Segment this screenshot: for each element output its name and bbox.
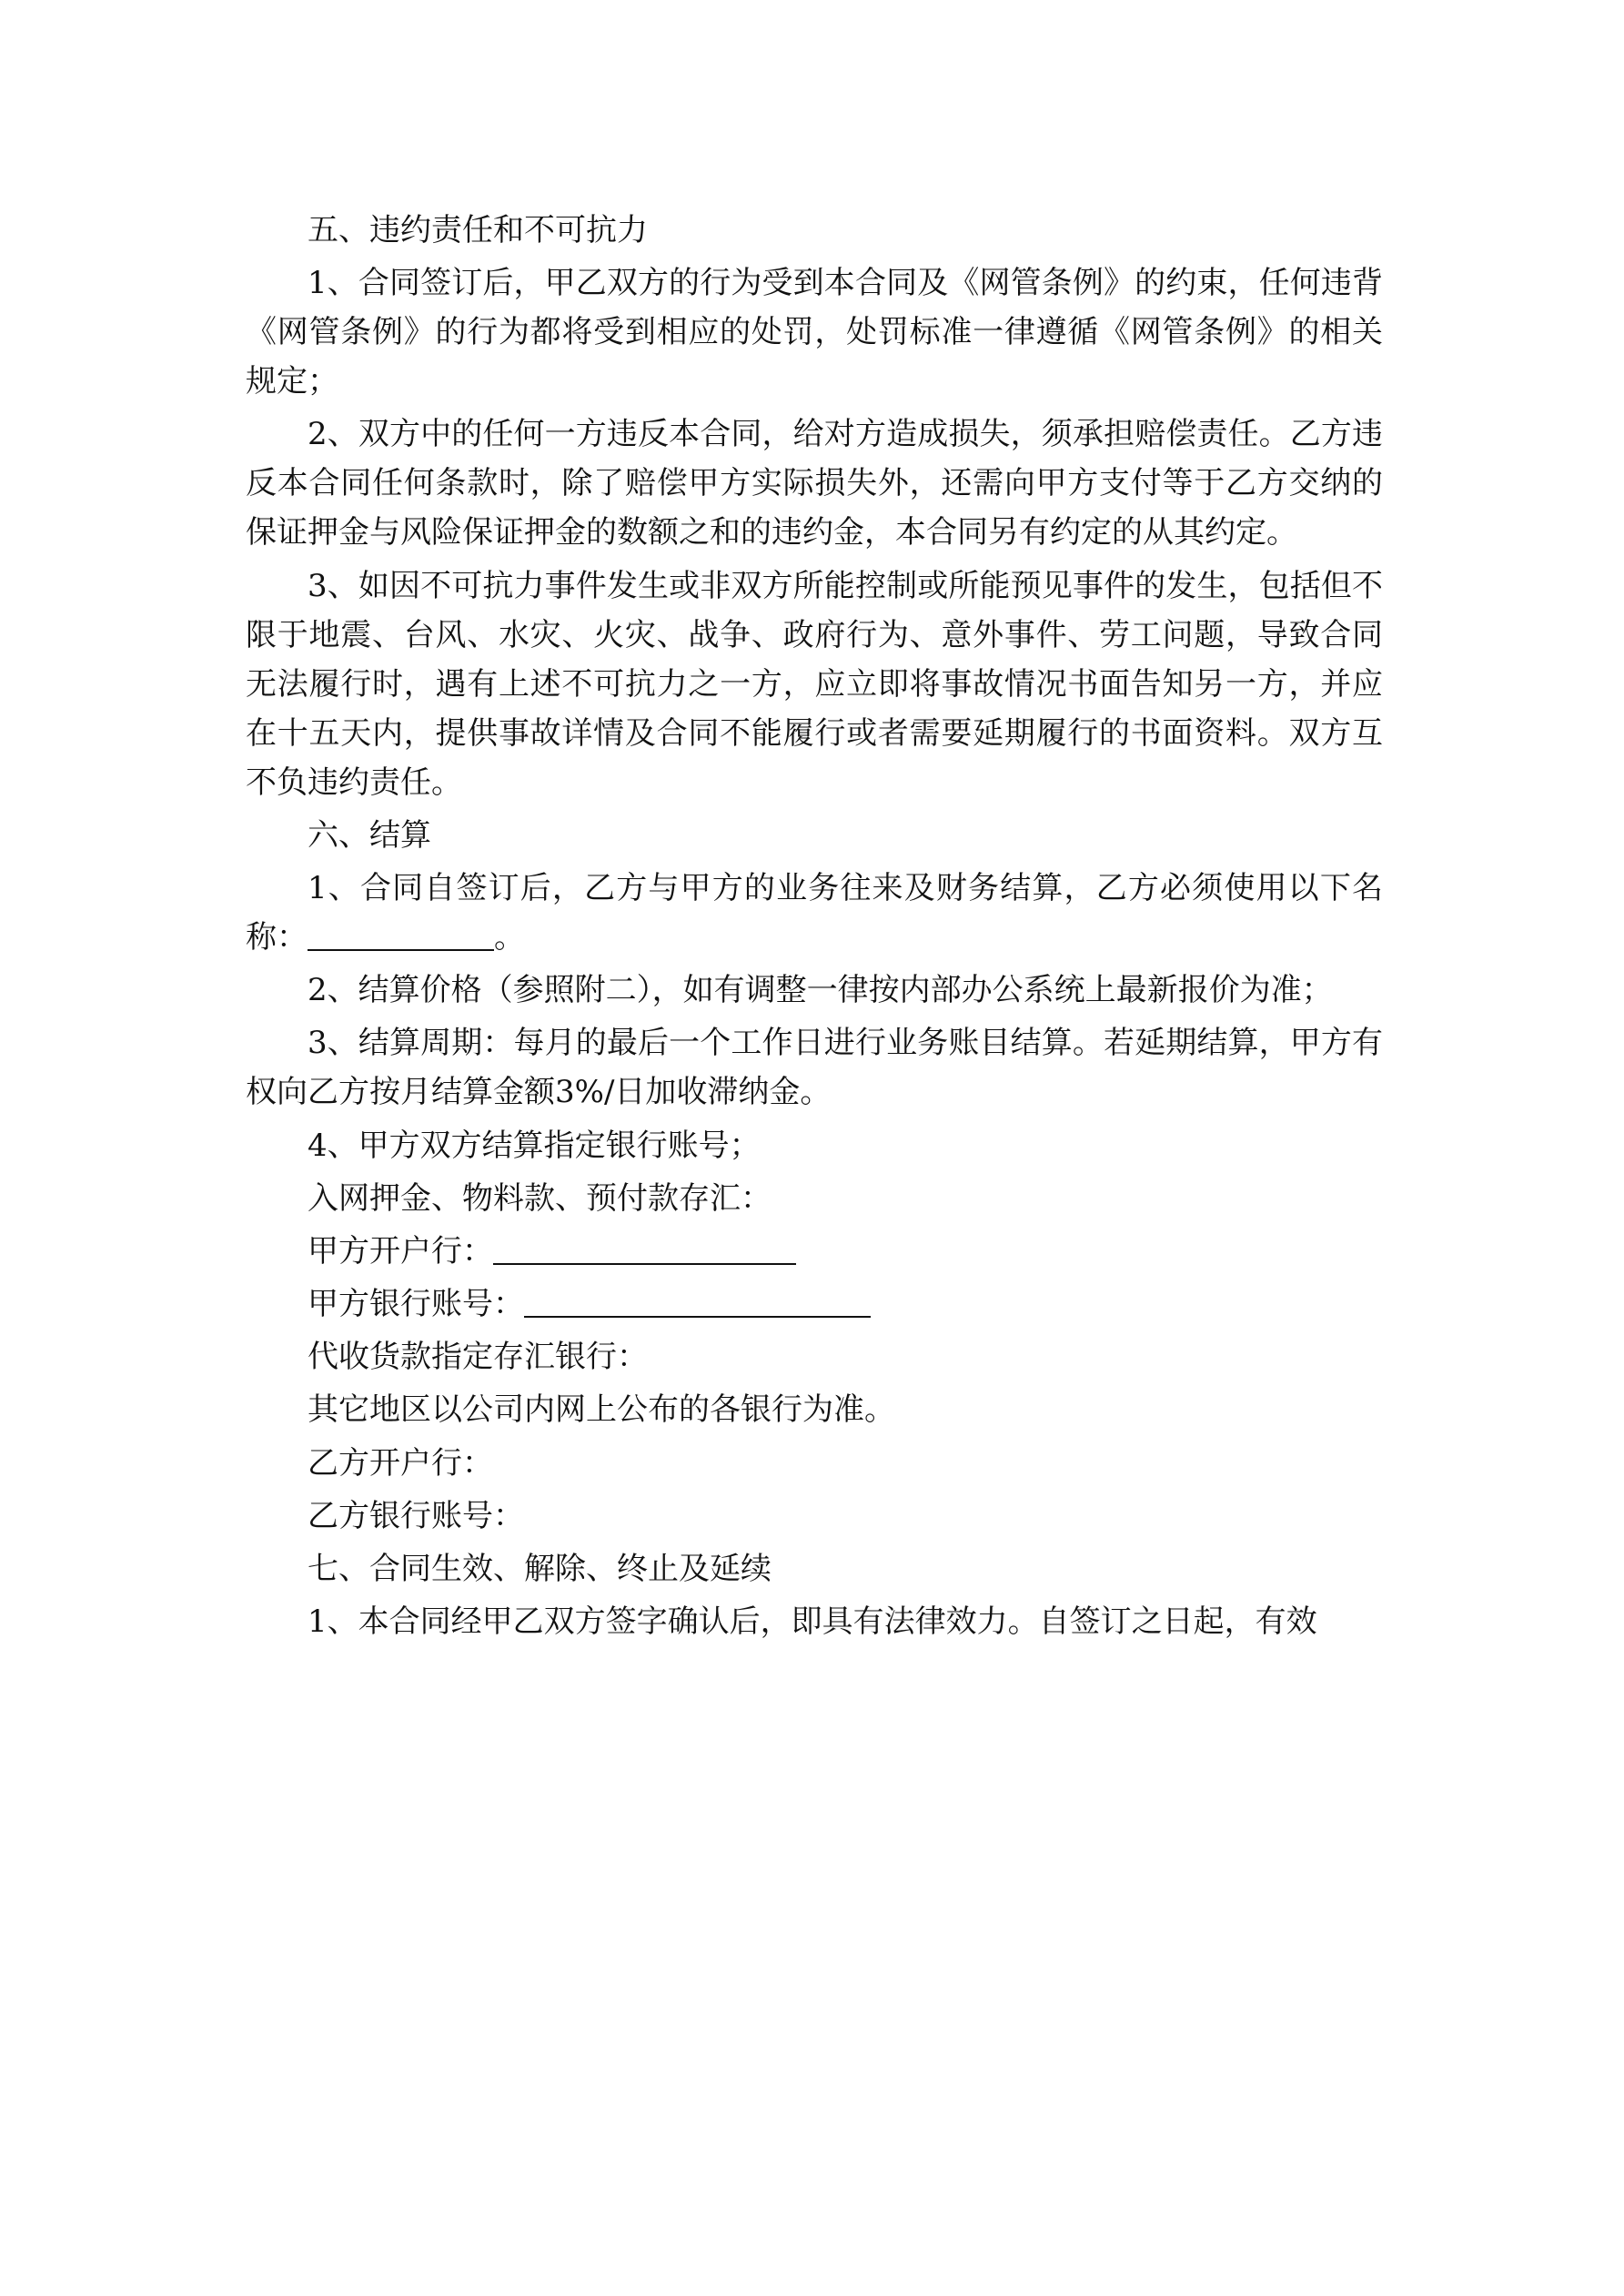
collection-bank-line: 代收货款指定存汇银行： [308, 1339, 648, 1376]
clause-5-2: 2、双方中的任何一方违反本合同，给对方造成损失，须承担赔偿责任。乙方违反本合同任何条款时，除了赔偿甲方实际损失外，还需向甲方支付等于乙方交纳的保证押金与风险保证押金的数额之和的违约金，本合同另有约定的从其约定。 [246, 416, 1383, 551]
clause-5-3: 3、如因不可抗力事件发生或非双方所能控制或所能预见事件的发生，包括但不限于地震、台风、水灾、火灾、战争、政府行为、意外事件、劳工问题，导致合同无法履行时，遇有上述不可抗力之一方，应立即将事故情况书面告知另一方，并应在十五天内，提供事故详情及合同不能履行或者需要延期履行的书面资料。双方互不负违约责任。 [246, 567, 1383, 801]
section-heading-effectiveness: 七、合同生效、解除、终止及延续 [308, 1551, 772, 1587]
party-b-account-line: 乙方银行账号： [308, 1497, 524, 1534]
name-blank-field[interactable] [308, 916, 494, 951]
section-heading-breach: 五、违约责任和不可抗力 [308, 212, 648, 248]
party-a-bank-blank[interactable] [493, 1230, 796, 1265]
deposit-line: 入网押金、物料款、预付款存汇： [308, 1179, 772, 1217]
party-a-bank-line [246, 1227, 1383, 1276]
party-a-bank-label: 甲方开户行： [308, 1232, 493, 1269]
clause-5-1: 1、合同签订后，甲乙双方的行为受到本合同及《网管条例》的约束，任何违背《网管条例》的行为都将受到相应的处罚，处罚标准一律遵循《网管条例》的相关规定； [246, 265, 1383, 400]
clause-6-4: 4、甲方双方结算指定银行账号； [308, 1127, 761, 1164]
clause-6-1-suffix: 。 [494, 918, 525, 956]
contract-body [246, 206, 1383, 1650]
section-heading-settlement: 六、结算 [308, 816, 431, 854]
clause-6-1 [246, 864, 1383, 962]
clause-7-1: 1、本合同经甲乙双方签字确认后，即具有法律效力。自签订之日起，有效 [308, 1603, 1317, 1641]
party-a-account-blank[interactable] [524, 1283, 871, 1318]
clause-6-3: 3、结算周期：每月的最后一个工作日进行业务账目结算。若延期结算，甲方有权向乙方按月结算金额3%/日加收滞纳金。 [246, 1025, 1383, 1111]
clause-6-1-text: 1、合同自签订后，乙方与甲方的业务往来及财务结算，乙方必须使用以下名称： [246, 869, 1383, 956]
clause-6-2: 2、结算价格（参照附二），如有调整一律按内部办公系统上最新报价为准； [308, 972, 1333, 1009]
other-regions-line: 其它地区以公司内网上公布的各银行为准。 [308, 1391, 895, 1429]
party-a-account-label: 甲方银行账号： [308, 1286, 524, 1323]
party-b-bank-line: 乙方开户行： [308, 1444, 493, 1482]
party-a-account-line [246, 1279, 1383, 1329]
